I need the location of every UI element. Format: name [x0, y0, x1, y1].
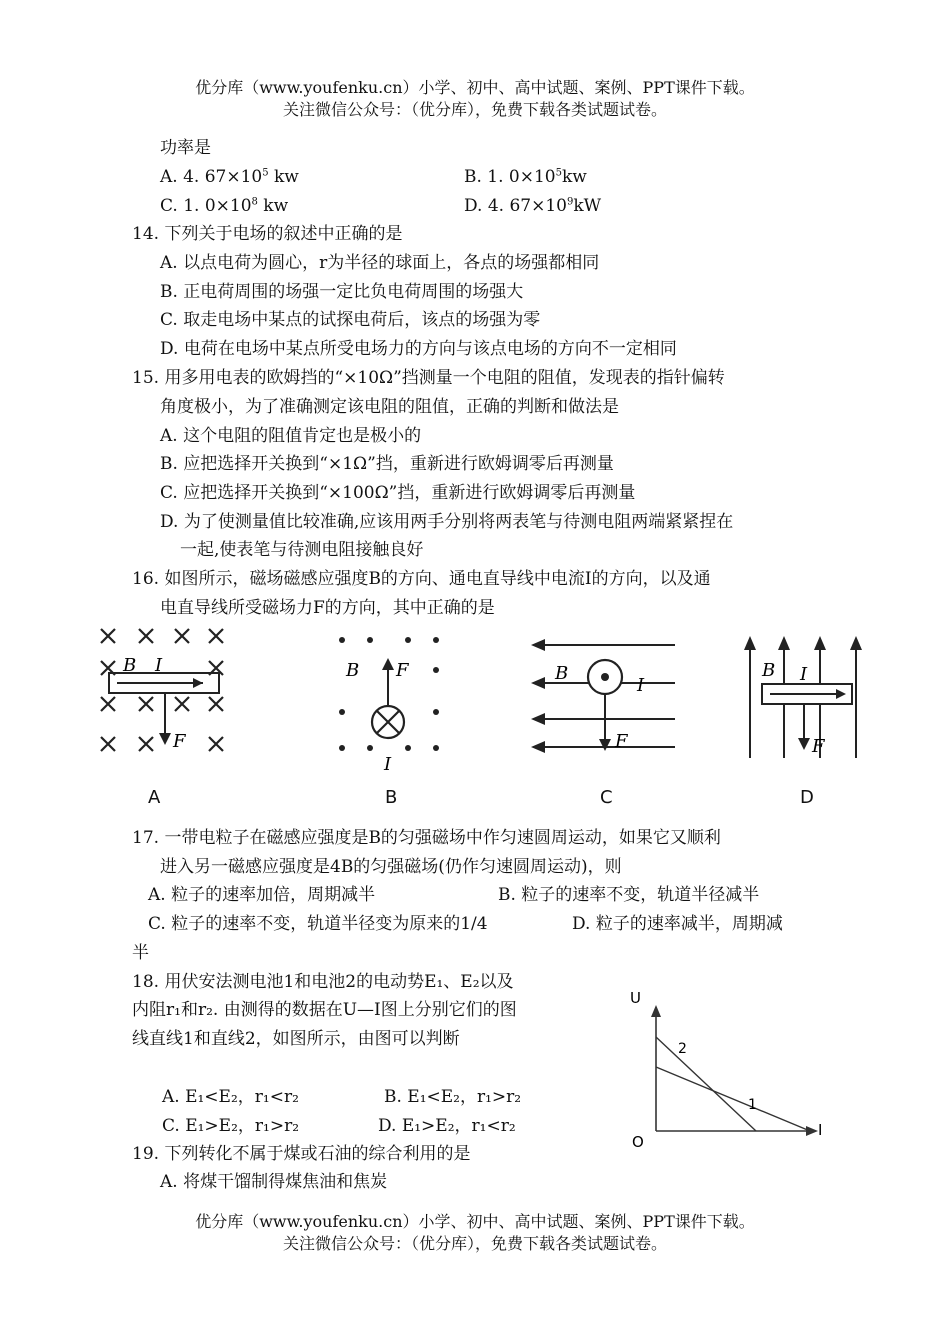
figure-label-a: A	[148, 787, 161, 808]
q15-option-d-2: 一起,使表笔与待测电阻接触良好	[180, 540, 424, 560]
header-line-1: 优分库（www.youfenku.cn）小学、初中、高中试题、案例、PPT课件下载。	[195, 78, 755, 97]
q17-option-b: B. 粒子的速率不变，轨道半径减半	[498, 885, 760, 905]
graph-line-1	[656, 1067, 810, 1131]
figure-label-d: D	[800, 787, 814, 808]
figure-b	[330, 630, 450, 780]
fig-b-f: F	[396, 660, 409, 681]
q18-option-a: A. E₁<E₂，r₁<r₂	[162, 1087, 299, 1107]
q18-stem-3: 线直线1和直线2，如图所示，由图可以判断	[132, 1029, 460, 1049]
q17-option-d-1: D. 粒子的速率减半，周期减	[572, 914, 783, 934]
force-arrow	[798, 738, 810, 750]
graph-origin-label: O	[632, 1133, 644, 1150]
q15-option-d-1: D. 为了使测量值比较准确,应该用两手分别将两表笔与待测电阻两端紧紧捏在	[160, 512, 734, 532]
q16-stem-2: 电直导线所受磁场力F的方向，其中正确的是	[160, 598, 495, 618]
q13-option-d: D. 4. $67\times 10^9kW$	[464, 196, 602, 216]
fig-b-b: B	[346, 660, 360, 681]
fig-d-b: B	[762, 660, 776, 681]
fig-a-i: I	[155, 655, 163, 676]
q18-ui-graph	[620, 985, 830, 1150]
q17-stem-1: 17. 一带电粒子在磁感应强度是B的匀强磁场中作匀速圆周运动，如果它又顺利	[132, 828, 721, 848]
q18-stem-1: 18. 用伏安法测电池1和电池2的电动势E₁、E₂以及	[132, 972, 514, 992]
footer-line-2: 关注微信公众号：（优分库），免费下载各类试题试卷。	[282, 1234, 667, 1253]
graph-line-1-label: 1	[748, 1097, 757, 1113]
force-arrow	[159, 733, 171, 745]
q14-option-d: D. 电荷在电场中某点所受电场力的方向与该点电场的方向不一定相同	[160, 339, 677, 359]
force-arrow	[599, 739, 611, 751]
q17-option-d-2: 半	[132, 943, 149, 963]
current-arrow	[193, 678, 203, 688]
q19-stem: 19. 下列转化不属于煤或石油的综合利用的是	[132, 1144, 471, 1164]
fig-c-i: I	[637, 675, 645, 696]
q17-option-a: A. 粒子的速率加倍，周期减半	[148, 885, 376, 905]
q13-option-c: C. 1. $0\times 10^8$ kw	[160, 196, 289, 216]
q15-option-a: A. 这个电阻的阻值肯定也是极小的	[160, 426, 422, 446]
header-line-2: 关注微信公众号：（优分库），免费下载各类试题试卷。	[282, 100, 667, 119]
fig-c-b: B	[555, 663, 569, 684]
figure-a	[95, 625, 240, 775]
q17-option-c: C. 粒子的速率不变，轨道半径变为原来的1/4	[148, 914, 488, 934]
q19-option-a: A. 将煤干馏制得煤焦油和焦炭	[160, 1172, 388, 1192]
q13-option-a: A. 4. $67\times 10^5$ kw	[160, 167, 299, 187]
q18-option-c: C. E₁>E₂，r₁>r₂	[162, 1116, 300, 1136]
fig-c-f: F	[615, 731, 628, 752]
graph-line-2-label: 2	[678, 1041, 687, 1057]
fig-a-b: B	[123, 655, 137, 676]
q15-stem-2: 角度极小，为了准确测定该电阻的阻值，正确的判断和做法是	[160, 397, 619, 417]
figure-d	[740, 630, 870, 765]
figure-c	[525, 635, 685, 765]
figure-label-c: C	[600, 787, 613, 808]
force-arrow	[382, 658, 394, 670]
q14-option-b: B. 正电荷周围的场强一定比负电荷周围的场强大	[160, 282, 524, 302]
fig-a-f: F	[173, 731, 186, 752]
q18-option-d: D. E₁>E₂，r₁<r₂	[378, 1116, 516, 1136]
graph-line-2	[656, 1037, 756, 1131]
fig-d-f: F	[812, 736, 825, 757]
footer-line-1: 优分库（www.youfenku.cn）小学、初中、高中试题、案例、PPT课件下载。	[195, 1212, 755, 1231]
q15-option-c: C. 应把选择开关换到“×100Ω”挡，重新进行欧姆调零后再测量	[160, 483, 636, 503]
graph-i-label: I	[818, 1121, 823, 1139]
q15-option-b: B. 应把选择开关换到“×1Ω”挡，重新进行欧姆调零后再测量	[160, 454, 614, 474]
q18-option-b: B. E₁<E₂，r₁>r₂	[384, 1087, 522, 1107]
q14-stem: 14. 下列关于电场的叙述中正确的是	[132, 224, 403, 244]
q13-tail: 功率是	[160, 138, 211, 158]
q16-stem-1: 16. 如图所示，磁场磁感应强度B的方向、通电直导线中电流I的方向，以及通	[132, 569, 711, 589]
q17-stem-2: 进入另一磁感应强度是4B的匀强磁场(仍作匀速圆周运动)，则	[160, 857, 622, 877]
graph-u-label: U	[630, 989, 641, 1007]
q15-stem-1: 15. 用多用电表的欧姆挡的“×10Ω”挡测量一个电阻的阻值，发现表的指针偏转	[132, 368, 725, 388]
fig-d-i: I	[800, 664, 808, 685]
q18-stem-2: 内阻r₁和r₂. 由测得的数据在U—I图上分别它们的图	[132, 1000, 517, 1020]
figure-label-b: B	[385, 787, 398, 808]
q14-option-c: C. 取走电场中某点的试探电荷后，该点的场强为零	[160, 310, 541, 330]
cross-field-marks	[101, 629, 223, 751]
fig-b-i: I	[384, 754, 392, 775]
q13-option-b: B. 1. $0\times 10^5kw$	[464, 167, 587, 187]
q14-option-a: A. 以点电荷为圆心，r为半径的球面上，各点的场强都相同	[160, 253, 600, 273]
